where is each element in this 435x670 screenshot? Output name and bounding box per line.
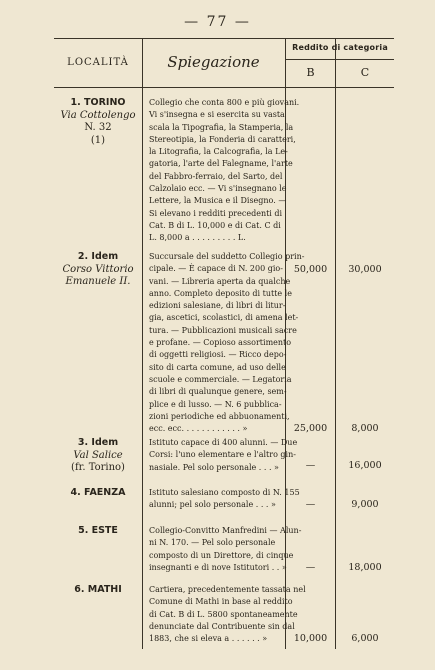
value-c: 30,000 — [348, 264, 382, 275]
col-divider-bc — [335, 39, 336, 649]
text-line: ecc. ecc. . . . . . . . . . . . » — [149, 424, 248, 434]
entry-name: 4. FAENZA — [70, 487, 126, 498]
entry-name: 2. Idem — [77, 251, 119, 262]
value-c: 16,000 — [348, 460, 382, 471]
text-line: la Litografia, la Calcografia, la Le- — [149, 147, 288, 157]
text-line: Lettere, la Musica e il Disegno. — — [149, 196, 287, 206]
text-line: Collegio-Convitto Manfredini — Alun- — [149, 526, 302, 535]
entry-loc-line: N. 32 — [84, 122, 112, 133]
entry-text — [149, 584, 306, 645]
entry-name: 5. ESTE — [78, 525, 118, 536]
text-line: tura. — Pubblicazioni musicali sacre — [149, 325, 297, 335]
value-b: 10,000 — [293, 633, 328, 644]
text-line: cipale. — È capace di N. 200 gio- — [149, 264, 283, 274]
text-line: ni N. 170. — Pel solo personale — [149, 538, 276, 548]
entry-location — [54, 97, 142, 147]
text-line: Calzolaio ecc. — Vi s'insegnano le — [149, 184, 287, 194]
entry-loc-line: Val Salice — [73, 449, 123, 461]
value-b: — — [305, 499, 316, 510]
text-line: di oggetti religiosi. — Ricco depo- — [149, 350, 287, 360]
entry-text — [149, 487, 300, 512]
value-b: — — [305, 460, 316, 471]
value-c: 8,000 — [351, 423, 379, 434]
text-line: gatoria, l'arte del Falegname, l'arte — [149, 159, 293, 169]
header-col-c: C — [360, 66, 370, 79]
text-line: edizioni salesiane, di libri di litur- — [149, 301, 286, 311]
text-line: insegnanti e di nove Istitutori . . » — [149, 562, 287, 572]
value-c: 9,000 — [351, 499, 379, 510]
entry-loc-line: Via Cottolengo — [60, 109, 136, 121]
text-line: Cartiera, precedentemente tassata nel — [149, 585, 306, 594]
text-line: vani. — Libreria aperta da qualche — [149, 276, 291, 286]
header-col-b: B — [306, 66, 315, 79]
value-b: 50,000 — [293, 264, 328, 275]
entry-loc-line: Emanuele II. — [65, 276, 131, 287]
text-line: Vi s'insegna e si esercita su vasta — [149, 110, 285, 120]
entry-location — [54, 251, 142, 289]
col-divider-loc — [142, 39, 143, 649]
text-line: Succursale del suddetto Collegio prin- — [149, 252, 305, 261]
entry-text — [149, 437, 298, 474]
value-b: 25,000 — [293, 423, 328, 434]
text-line: di Cat. B di L. 5800 spontaneamente — [149, 609, 298, 619]
text-line: nasiale. Pel solo personale . . . » — [149, 462, 279, 472]
entry-text — [149, 525, 302, 574]
text-line: alunni; pel solo personale . . . » — [149, 500, 276, 510]
entry-name: 6. MATHI — [74, 584, 122, 595]
entry-loc-line: Corso Vittorio — [62, 263, 134, 275]
text-line: scuole e commerciale. — Legatoria — [149, 374, 292, 384]
entry-location — [54, 584, 142, 597]
entry-location — [54, 487, 142, 500]
entry-name: 1. TORINO — [70, 97, 126, 108]
header-localita: LOCALITÀ — [67, 57, 129, 68]
text-line: di libri di qualunque genere, sem- — [149, 387, 287, 397]
header-spiegazione: Spiegazione — [167, 53, 260, 71]
text-line: 1883, che si eleva a . . . . . . » — [149, 634, 268, 644]
entry-loc-line: (1) — [90, 134, 106, 146]
text-line: Si elevano i redditi precedenti di — [149, 208, 283, 218]
text-line: plice e di lusso. — N. 6 pubblica- — [149, 399, 282, 409]
entry-text — [149, 97, 300, 245]
text-line: del Fabbro-ferraio, del Sarto, del — [149, 171, 283, 181]
text-line: sito di carta comune, ad uso delle — [149, 362, 286, 372]
text-line: gia, ascetici, scolastici, di amena let- — [149, 313, 299, 323]
table-header — [54, 39, 394, 88]
text-line: scala la Tipografia, la Stamperia, la — [149, 122, 294, 132]
text-line: L. 8,000 a . . . . . . . . . L. — [149, 233, 246, 243]
entry-location — [54, 525, 142, 538]
text-line: anno. Completo deposito di tutte le — [149, 288, 292, 298]
entry-name: 3. Idem — [77, 437, 119, 448]
text-line: Istituto salesiano composto di N. 155 — [149, 488, 300, 497]
text-line: e profane. — Copioso assortimento — [149, 338, 292, 348]
value-b: — — [305, 562, 316, 573]
value-c: 18,000 — [348, 562, 382, 573]
text-line: Collegio che conta 800 e più giovani. — [149, 98, 300, 107]
entry-location — [54, 437, 142, 475]
value-c: 6,000 — [351, 633, 379, 644]
header-subline — [286, 59, 394, 60]
text-line: zioni periodiche ed abbuonamenti, — [149, 411, 290, 421]
text-line: Istituto capace di 400 alunni. — Due — [149, 438, 298, 447]
text-line: Cat. B di L. 10,000 e di Cat. C di — [149, 220, 281, 230]
text-line: composto di un Direttore, di cinque — [149, 550, 294, 560]
entry-loc-line: (fr. Torino) — [71, 462, 125, 473]
entry-text — [149, 251, 305, 435]
text-line: Comune di Mathi in base al reddito — [149, 597, 293, 607]
header-reddito: Reddito di categoria — [292, 43, 388, 52]
text-line: Corsi: l'uno elementare e l'altro gin- — [149, 450, 296, 460]
text-line: denunciate dal Contribuente sin dal — [149, 621, 295, 631]
page-number: — 77 — — [184, 14, 251, 30]
income-table — [54, 38, 394, 649]
text-line: Stereotipia, la Fonderia di caratteri, — [149, 134, 296, 144]
